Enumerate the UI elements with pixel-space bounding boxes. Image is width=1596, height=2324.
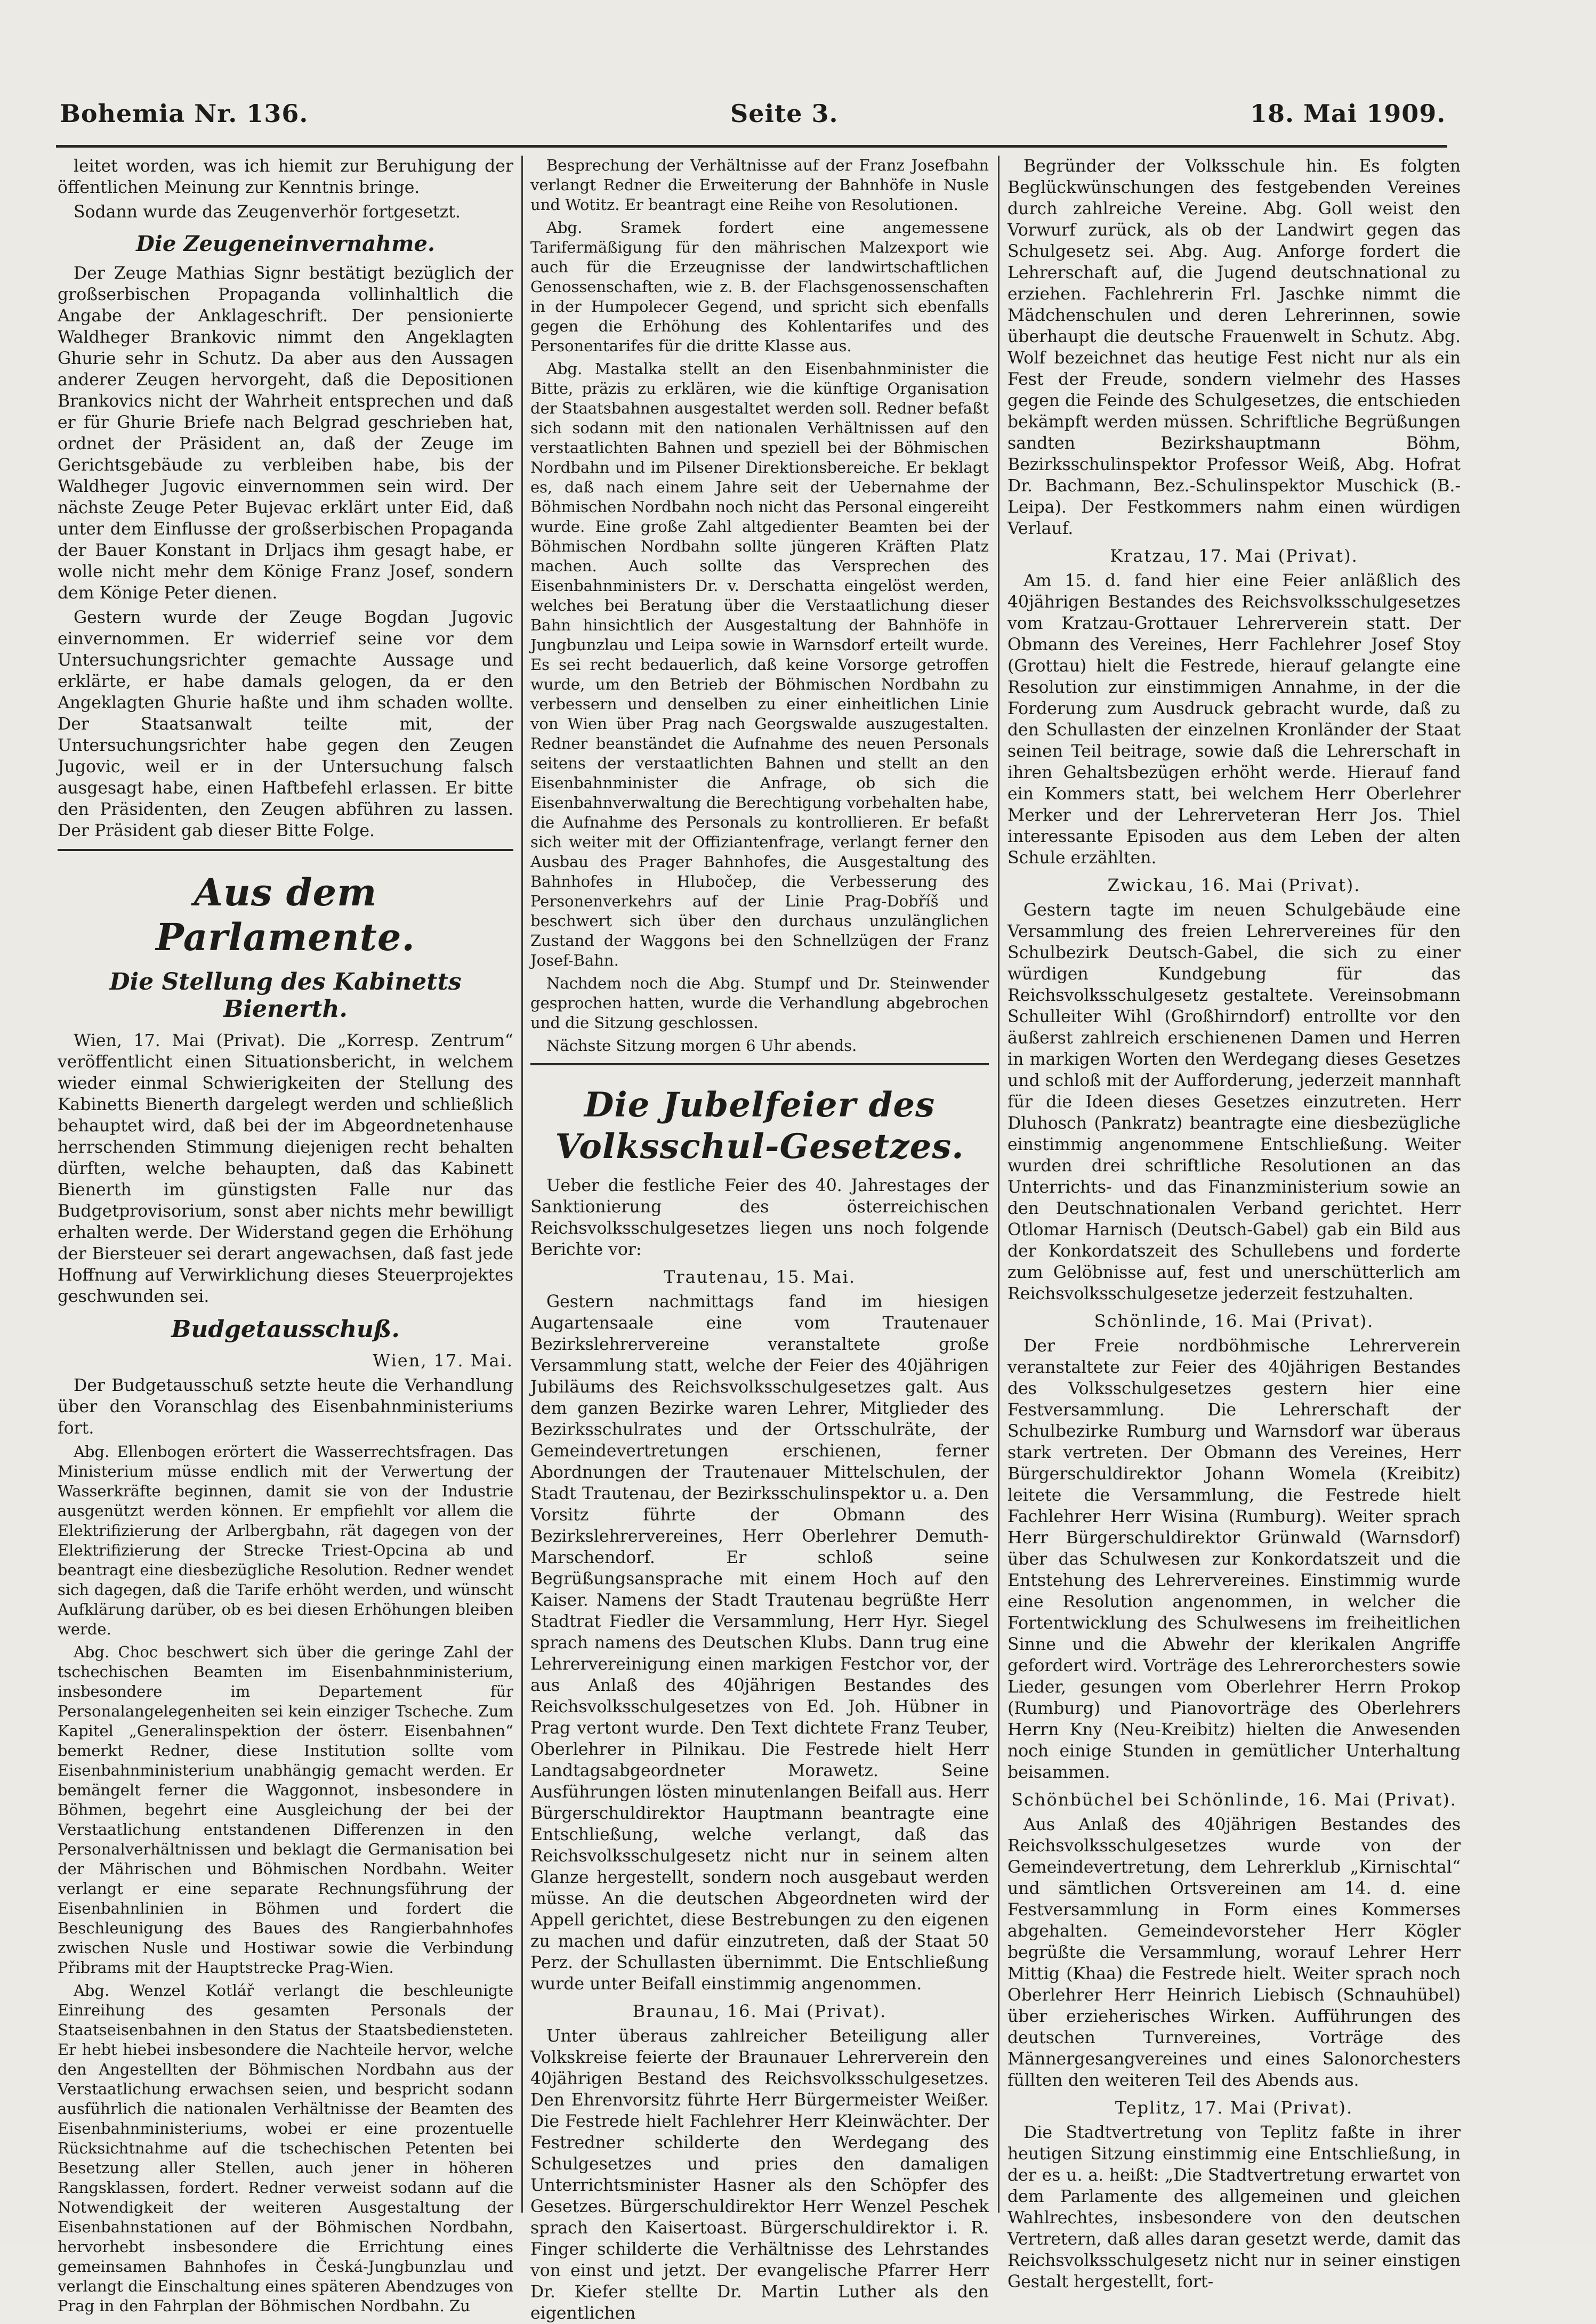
column-1 [58,156,513,2315]
dateline: Zwickau, 16. Mai (Privat). [1107,875,1361,895]
masthead-left: Bohemia Nr. 136. [60,99,309,128]
dateline: Trautenau, 15. Mai. [663,1267,856,1287]
dateline: Schönbüchel bei Schönlinde, 16. Mai (Privat). [1011,1789,1457,1810]
section-subheading: Budgetausschuß. [171,1316,400,1343]
dateline: Wien, 17. Mai. [373,1350,513,1371]
paragraph: Gestern nachmittags fand im hiesigen Augartensaale eine vom Trautenauer Bezirkslehrervereine veranstaltete große Versammlung statt, welche der Feier des 40jährigen Jubiläums des Reichsvolksschulgesetzes galt. Aus dem ganzen Bezirke waren Lehrer, Mitglieder des Bezirksschulrates und der Ortsschulräte, der Gemeindevertretungen erschienen, ferner Abordnungen der Trautenauer Mittelschulen, der Stadt Trautenau, der Bezirksschulinspektor u. a. Den Vorsitz führte der Obmann des Bezirkslehrervereines, Herr Oberlehrer Demuth-Marschendorf. Er schloß seine Begrüßungsansprache mit einem Hoch auf den Kaiser. Namens der Stadt Trautenau begrüßte Herr Stadtrat Fiedler die Versammlung, Herr Hyr. Siegel sprach namens des Deutschen Klubs. Dann trug eine Lehrervereinigung einen markigen Festchor vor, der aus Anlaß des 40jährigen Bestandes des Reichsvolksschulgesetzes von Ed. Joh. Hübner in Prag vertont wurde. Den Text dichtete Franz Teuber, Oberlehrer in Pilnikau. Die Festrede hielt Herr Landtagsabgeordneter Morawetz. Seine Ausführungen lösten minutenlangen Beifall aus. Herr Bürgerschuldirektor Hauptmann beantragte eine Entschließung, welche verlangt, daß das Reichsvolksschulgesetz nicht nur in seinem alten Glanze hergestellt, sondern noch ausgebaut werden müsse. An die deutschen Abgeordneten wird der Appell gerichtet, diese Bestrebungen zu den eigenen zu machen und dafür einzutreten, daß der Staat 50 Perz. der Schullasten übernimmt. Die Entschließung wurde unter Beifall einstimmig angenommen. [530,1292,989,1994]
header-rule [56,145,1447,148]
paragraph: Der Budgetausschuß setzte heute die Verhandlung über den Voranschlag des Eisenbahnministeriums fort. [58,1376,513,1438]
paragraph: Abg. Wenzel Kotlář verlangt die beschleunigte Einreihung des gesamten Personals der Staatseisenbahnen in den Status der Staatsbediensteten. Er hebt hiebei insbesondere die Nachteile hervor, welche den Angestellten der Böhmischen Nordbahn aus der Verstaatlichung erwachsen seien, und bespricht sodann ausführlich die nationalen Verhältnisse der Beamten des Eisenbahnministeriums, wobei er eine prozentuelle Rücksichtnahme auf die tschechischen Petenten bei Besetzung aller Stellen, auch jener in höheren Rangsklassen, fordert. Redner verweist sodann auf die Notwendigkeit der weiteren Ausgestaltung der Eisenbahnstationen auf der Böhmischen Nordbahn, hervorhebt insbesondere die Errichtung eines gemeinsamen Bahnhofes in Česká-Jungbunzlau und verlangt die Einschaltung eines späteren Abendzuges von Prag in den Fahrplan der Böhmischen Nordbahn. Zu [58,1981,513,2315]
dateline: Kratzau, 17. Mai (Privat). [1110,546,1358,566]
paragraph: Besprechung der Verhältnisse auf der Franz Josefbahn verlangt Redner die Erweiterung der Bahnhöfe in Nusle und Wotitz. Er beantragt eine Reihe von Resolutionen. [530,156,989,214]
section-subheading: Die Stellung des Kabinetts Bienerth. [109,968,462,1023]
paragraph: Am 15. d. fand hier eine Feier anläßlich des 40jährigen Bestandes des Reichsvolksschulgesetzes vom Kratzau-Grottauer Lehrerverein statt. Der Obmann des Vereines, Herr Fachlehrer Josef Stoy (Grottau) hielt die Festrede, hierauf gelangte eine Resolution zur einstimmigen Annahme, in der die Forderung zum Ausdruck gebracht wurde, daß zu den Schullasten der einzelnen Kronländer der Staat seinen Teil beitrage, sowie daß die Lehrerschaft in ihren Gehaltsbezügen erhöht werde. Hierauf fand ein Kommers statt, bei welchem Herr Oberlehrer Merker und der Lehrerveteran Herr Jos. Thiel interessante Episoden aus dem Leben der alten Schule erzählten. [1007,571,1461,868]
paragraph: Gestern wurde der Zeuge Bogdan Jugovic einvernommen. Er widerrief seine vor dem Untersuchungsrichter gemachte Aussage und erklärte, er habe damals gelogen, da er den Angeklagten Ghurie haßte und ihm schaden wollte. Der Staatsanwalt teilte mit, der Untersuchungsrichter habe gegen den Zeugen Jugovic, weil er in der Untersuchung falsch ausgesagt habe, einen Haftbefehl erlassen. Er bitte den Präsidenten, den Zeugen abführen zu lassen. Der Präsident gab dieser Bitte Folge. [58,608,513,840]
page-number: Seite 3. [730,99,839,128]
paragraph: Der Zeuge Mathias Signr bestätigt bezüglich der großserbischen Propaganda vollinhaltlich die Angabe der Anklageschrift. Der pensionierte Waldheger Brankovic nimmt den Angeklagten Ghurie sehr in Schutz. Da aber aus den Aussagen anderer Zeugen hervorgeht, daß die Depositionen Brankovics nicht der Wahrheit entsprechen und daß er für Ghurie Briefe nach Belgrad geschrieben hat, ordnet der Präsident an, daß der Zeuge im Gerichtsgebäude zu verbleiben habe, bis der Waldheger Jugovic einvernommen sein wird. Der nächste Zeuge Peter Bujevac erklärt unter Eid, daß unter dem Einflusse der großserbischen Propaganda der Bauer Konstant in Drljacs ihm gesagt habe, er wolle nicht mehr dem Könige Franz Josef, sondern dem Könige Peter dienen. [58,264,513,603]
column-divider [998,156,999,2213]
paragraph: Wien, 17. Mai (Privat). Die „Korresp. Zentrum“ veröffentlicht einen Situationsbericht, in welchem wieder einmal Schwierigkeiten der Stellung des Kabinetts Bienerth dargelegt werden und schließlich behauptet wird, daß bei der im Abgeordnetenhause herrschenden Stimmung diejenigen recht behalten dürften, welche behaupten, daß das Kabinett Bienerth im günstigsten Falle nur das Budgetprovisorium, sonst aber nichts mehr bewilligt erhalten werde. Der Widerstand gegen die Erhöhung der Biersteuer sei derart angewachsen, daß fast jede Hoffnung auf Verwirklichung dieses Steuerprojektes geschwunden sei. [58,1031,513,1306]
paragraph: Abg. Choc beschwert sich über die geringe Zahl der tschechischen Beamten im Eisenbahnministerium, insbesondere im Departement für Personalangelegenheiten sei kein einziger Tscheche. Zum Kapitel „Generalinspektion der österr. Eisenbahnen“ bemerkt Redner, diese Institution sollte vom Eisenbahnministerium unabhängig gemacht werden. Er bemängelt ferner die Waggonnot, insbesondere in Böhmen, begehrt eine Ausgleichung der bei der Verstaatlichung entstandenen Differenzen in den Personalverhältnissen und beklagt die Germanisation bei der Mährischen und Böhmischen Nordbahn. Weiter verlangt er eine separate Rechnungsführung der Eisenbahnlinien in Böhmen und fordert die Beschleunigung des Baues des Rangierbahnhofes zwischen Nusle und Hostiwar sowie die Verbindung Přibrams mit der Hauptstrecke Prag-Wien. [58,1643,513,1977]
section-divider [530,1063,989,1065]
section-heading: Aus dem Parlamente. [156,870,415,959]
paragraph: Nachdem noch die Abg. Stumpf und Dr. Steinwender gesprochen hatten, wurde die Verhandlung abgebrochen und die Sitzung geschlossen. [530,974,989,1032]
section-title: Die Zeugeneinvernahme. [136,231,435,256]
dateline: Teplitz, 17. Mai (Privat). [1115,2098,1353,2118]
paragraph: Aus Anlaß des 40jährigen Bestandes des Reichsvolksschulgesetzes wurde von der Gemeindevertretung, dem Lehrerklub „Kirnischtal“ und sämtlichen Ortsvereinen am 14. d. eine Festversammlung in Form eines Kommerses abgehalten. Gemeindevorsteher Herr Kögler begrüßte die Versammlung, worauf Lehrer Herr Mittig (Khaa) die Festrede hielt. Weiter sprach noch Oberlehrer Herr Heinrich Liebisch (Schnauhübel) über erzieherisches Wirken. Aufführungen des deutschen Turnvereines, Vorträge des Männergesangvereines und eines Salonorchesters füllten den weiteren Teil des Abends aus. [1007,1815,1461,2090]
paragraph: Unter überaus zahlreicher Beteiligung aller Volkskreise feierte der Braunauer Lehrerverein den 40jährigen Bestand des Reichsvolksschulgesetzes. Den Ehrenvorsitz führte Herr Bürgermeister Weißer. Die Festrede hielt Fachlehrer Herr Kleinwächter. Der Festredner schilderte den Werdegang des Schulgesetzes und pries den damaligen Unterrichtsminister Hasner als den Schöpfer des Gesetzes. Bürgerschuldirektor Herr Wenzel Peschek sprach den Kaisertoast. Bürgerschuldirektor i. R. Finger schilderte die Verhältnisse des Lehrstandes von einst und jetzt. Der evangelische Pfarrer Herr Dr. Kiefer stellte Dr. Martin Luther als den eigentlichen [530,2027,989,2323]
section-heading: Die Jubelfeier des Volksschul-Gesetzes. [555,1085,964,1167]
paragraph: Nächste Sitzung morgen 6 Uhr abends. [546,1037,857,1055]
paragraph: Sodann wurde das Zeugenverhör fortgesetzt. [74,203,461,222]
column-2 [530,156,989,2323]
paragraph: Abg. Mastalka stellt an den Eisenbahnminister die Bitte, präzis zu erklären, wie die künftige Organisation der Staatsbahnen ausgestaltet werden soll. Redner befaßt sich sodann mit den nationalen Verhältnissen auf den verstaatlichten Bahnen und speziell bei der Böhmischen Nordbahn und im Pilsener Direktionsbereiche. Er beklagt es, daß nach einem Jahre seit der Uebernahme der Böhmischen Nordbahn noch nicht das Personal eingereiht wurde. Eine große Zahl altgedienter Beamten bei der Böhmischen Nordbahn sollte jüngeren Kräften Platz machen. Auch sollte das Versprechen des Eisenbahnministers Dr. v. Derschatta eingelöst werden, welches bei Beratung über die Verstaatlichung dieser Bahn hinsichtlich der Ausgestaltung der Bahnhöfe in Jungbunzlau und Leipa sowie in Warnsdorf erteilt wurde. Es sei recht bedauerlich, daß keine Vorsorge getroffen wurde, um den Betrieb der Böhmischen Nordbahn zu verbessern und denselben zu einer einheitlichen Linie von Wien über Prag nach Georgswalde auszugestalten. Redner beanständet die Aufnahme des neuen Personals seitens der verstaatlichten Bahnen und stellt an den Eisenbahnminister die Anfrage, ob sich die Eisenbahnverwaltung die Berechtigung vorbehalten habe, die Aufnahme des Personals zu kontrollieren. Er befaßt sich weiter mit der Offiziantenfrage, verlangt ferner den Ausbau des Prager Bahnhofes, die Ausgestaltung des Bahnhofes in Hlubočep, die Verbesserung des Personenverkehrs auf der Linie Prag-Dobříš und beschwert sich über den durchaus unzulänglichen Zustand der Waggons bei den Schnellzügen der Franz Josef-Bahn. [530,360,989,969]
paragraph: Die Stadtvertretung von Teplitz faßte in ihrer heutigen Sitzung einstimmig eine Entschließung, in der es u. a. heißt: „Die Stadtvertretung erwartet von dem Parlamente des allgemeinen und gleichen Wahlrechtes, insbesondere von den deutschen Vertretern, daß alles daran gesetzt werde, damit das Reichsvolksschulgesetz nicht nur in seiner einstigen Gestalt hergestellt, fort- [1007,2123,1461,2291]
dateline: Braunau, 16. Mai (Privat). [632,2001,887,2021]
paragraph: Abg. Ellenbogen erörtert die Wasserrechtsfragen. Das Ministerium müsse endlich mit der Verwertung der Wasserkräfte beginnen, damit sie von der Industrie ausgenützt werden können. Er empfiehlt vor allem die Elektrifizierung der Arlbergbahn, rät dagegen von der Elektrifizierung der Strecke Triest-Opcina ab und beantragt eine diesbezügliche Resolution. Redner wendet sich dagegen, daß die Tarife erhöht werden, und wünscht Aufklärung darüber, ob es bei diesen Erhöhungen bleiben werde. [58,1443,513,1638]
paragraph: Ueber die festliche Feier des 40. Jahrestages der Sanktionierung des österreichischen Reichsvolksschulgesetzes liegen uns noch folgende Berichte vor: [530,1176,989,1259]
column-3 [1007,156,1461,2291]
dateline: Schönlinde, 16. Mai (Privat). [1094,1311,1374,1331]
paragraph: Begründer der Volksschule hin. Es folgten Beglückwünschungen des festgebenden Vereines durch zahlreiche Vereine. Abg. Goll weist den Vorwurf zurück, als ob der Landwirt gegen das Schulgesetz sei. Abg. Aug. Anforge fordert die Lehrerschaft auf, die Jugend deutschnational zu erziehen. Fachlehrerin Frl. Jaschke nimmt die Mädchenschulen und deren Lehrerinnen, sowie überhaupt die deutsche Frauenwelt in Schutz. Abg. Wolf bezeichnet das heutige Fest nicht nur als ein Fest der Freude, sondern vielmehr des Hasses gegen die Feinde des Schulgesetzes, die entschieden bekämpft werden müssen. Schriftliche Begrüßungen sandten Bezirkshauptmann Böhm, Bezirksschulinspektor Professor Weiß, Abg. Hofrat Dr. Bachmann, Bez.-Schulinspektor Muschick (B.-Leipa). Der Festkommers nahm einen würdigen Verlauf. [1007,157,1461,538]
paragraph: Der Freie nordböhmische Lehrerverein veranstaltete zur Feier des 40jährigen Bestandes des Volksschulgesetzes gestern hier eine Festversammlung. Die Lehrerschaft der Schulbezirke Rumburg und Warnsdorf war überaus stark vertreten. Der Obmann des Vereines, Herr Bürgerschuldirektor Johann Womela (Kreibitz) leitete die Versammlung, die Festrede hielt Fachlehrer Herr Wisina (Rumburg). Weiter sprach Herr Bürgerschuldirektor Grünwald (Warnsdorf) über das Schulwesen zur Konkordatszeit und die Entstehung des Lehrervereines. Einstimmig wurde eine Resolution angenommen, in welcher die Fortentwicklung des Schulwesens im freiheitlichen Sinne und die Abwehr der klerikalen Angriffe gefordert wird. Vorträge des Lehrerorchesters sowie Lieder, gesungen vom Oberlehrer Herrn Prokop (Rumburg) und Pianovorträge des Oberlehrers Herrn Kny (Neu-Kreibitz) hielten die Anwesenden noch einige Stunden in gemütlicher Unterhaltung beisammen. [1007,1337,1461,1782]
column-divider [521,156,523,2213]
paragraph: Gestern tagte im neuen Schulgebäude eine Versammlung des freien Lehrervereines für den Schulbezirk Deutsch-Gabel, die sich zu einer würdigen Kundgebung für das Reichsvolksschulgesetz gestaltete. Vereinsobmann Schulleiter Wihl (Großhirndorf) entrollte vor den äußerst zahlreich erschienenen Damen und Herren in markigen Worten den Werdegang dieses Gesetzes und schloß mit der Aufforderung, jederzeit mannhaft für die Ideen dieses Gesetzes einzutreten. Herr Dluhosch (Pankratz) beantragte eine diesbezügliche einstimmig angenommene Entschließung. Weiter wurden drei schriftliche Resolutionen an das Unterrichts- und das Finanzministerium sowie an den Deutschnationalen Verband gerichtet. Herr Otlomar Harnisch (Deutsch-Gabel) gab ein Bild aus der Konkordatszeit des Schullebens und forderte zum Gelöbnisse auf, fest und unerschütterlich am Reichsvolksschulgesetze jederzeit festzuhalten. [1007,901,1461,1303]
section-divider [58,849,513,851]
paragraph: leitet worden, was ich hiemit zur Beruhigung der öffentlichen Meinung zur Kenntnis bringe. [58,157,513,197]
paragraph: Abg. Sramek fordert eine angemessene Tarifermäßigung für den mährischen Malzexport wie auch für die Erzeugnisse der landwirtschaftlichen Genossenschaften, wie z. B. der Flachsgenossenschaften in der Humpolecer Gegend, und spricht sich ebenfalls gegen die Erhöhung des Kohlentarifes und des Personentarifes für die dritte Klasse aus. [530,218,989,355]
issue-date: 18. Mai 1909. [1250,99,1446,128]
